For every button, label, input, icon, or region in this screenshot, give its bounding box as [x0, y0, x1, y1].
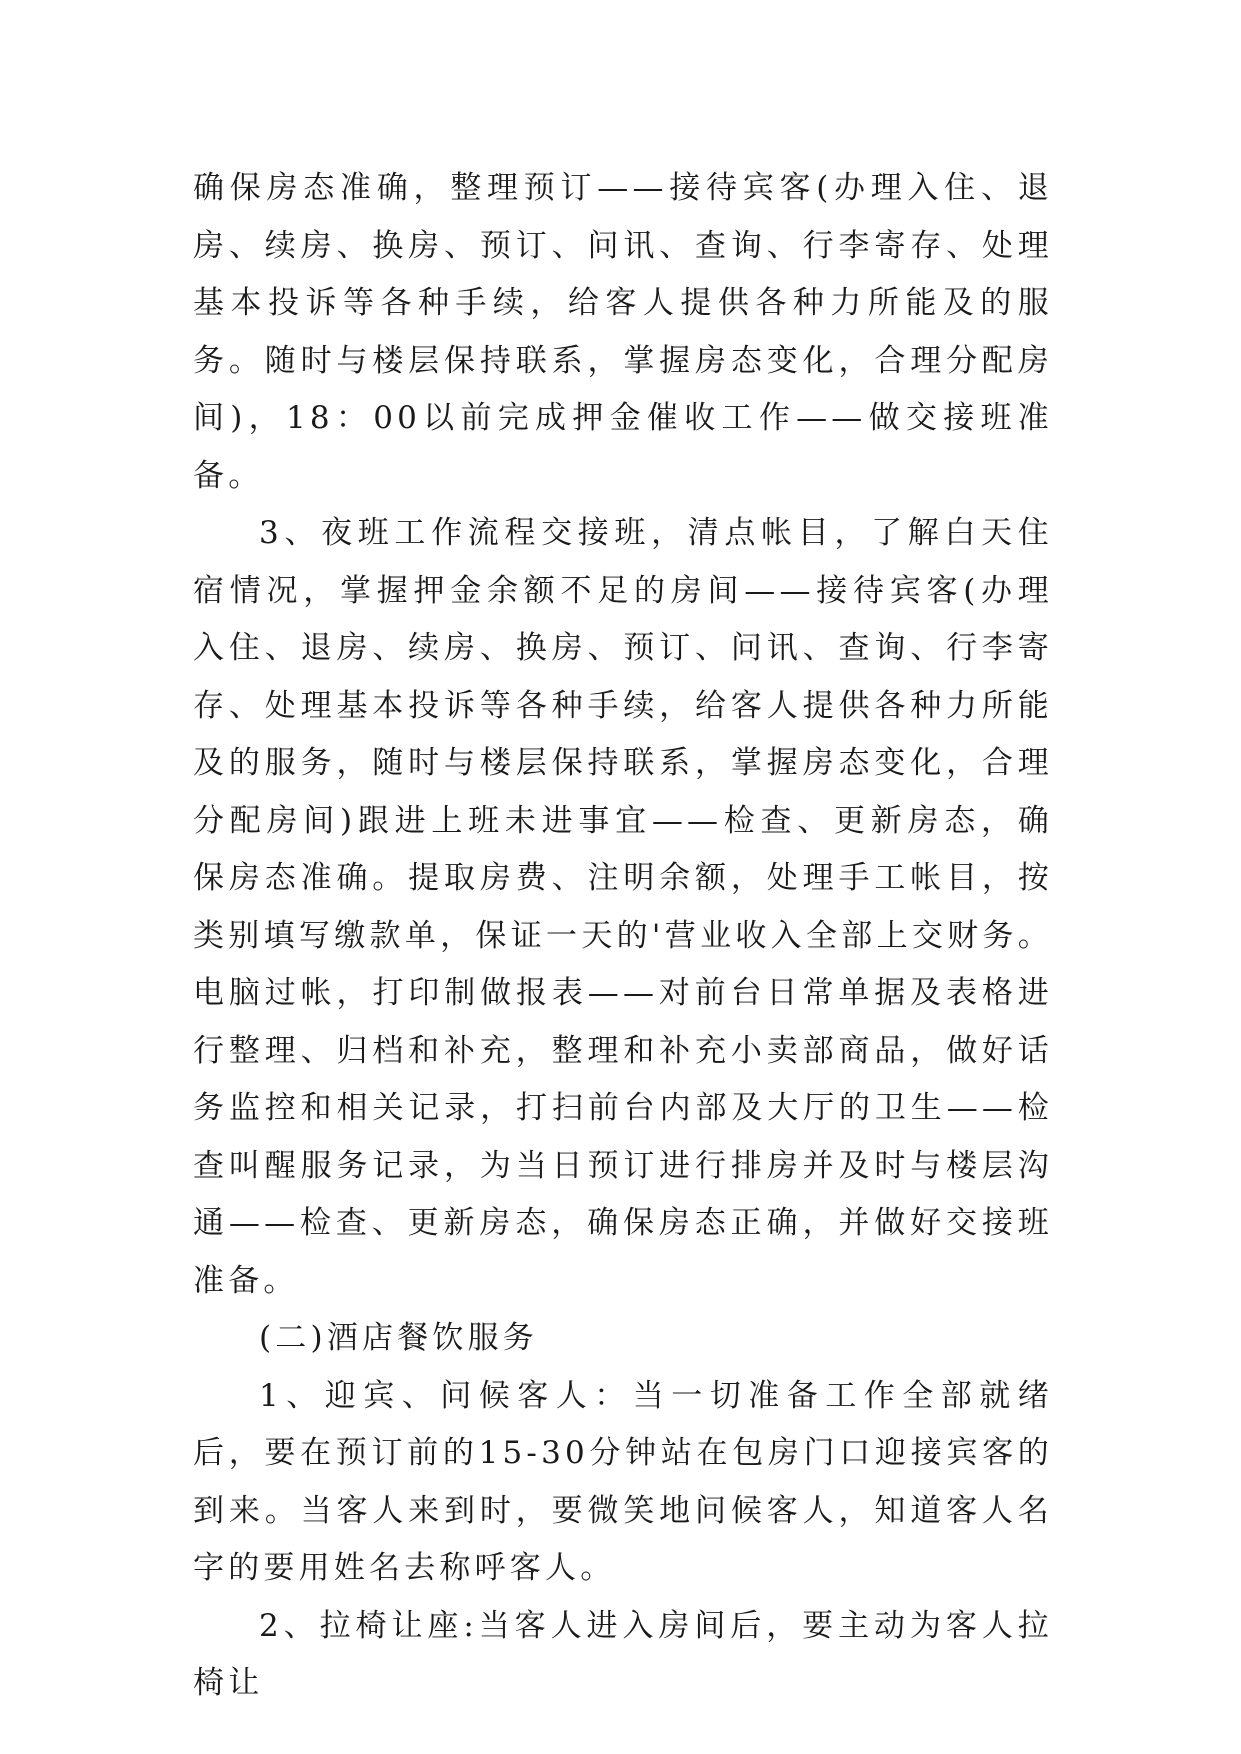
- paragraph-front-desk-day-shift: 确保房态准确，整理预订——接待宾客(办理入住、退房、续房、换房、预订、问讯、查询、行李寄存、处理基本投诉等各种手续，给客人提供各种力所能及的服务。随时与楼层保持联系，掌握房态变化，合理分配房间)，18：00以前完成押金催收工作——做交接班准备。: [193, 170, 1053, 494]
- paragraph-night-shift-workflow: 3、夜班工作流程交接班，清点帐目，了解白天住宿情况，掌握押金余额不足的房间——接待宾客(办理入住、退房、续房、换房、预订、问讯、查询、行李寄存、处理基本投诉等各种手续，给客人提供各种力所能及的服务，随时与楼层保持联系，掌握房态变化，合理分配房间)跟进上班未进事宜——检查、更新房态，确保房态准确。提取房费、注明余额，处理手工帐目，按类别填写缴款单，保证一天的'营业收入全部上交财务。电脑过帐，打印制做报表——对前台日常单据及表格进行整理、归档和补充，整理和补充小卖部商品，做好话务监控和相关记录，打扫前台内部及大厅的卫生——检查叫醒服务记录，为当日预订进行排房并及时与楼层沟通——检查、更新房态，确保房态正确，并做好交接班准备。: [193, 515, 1053, 1299]
- document-body: [193, 160, 1053, 1713]
- paragraph-greeting-guests: 1、迎宾、问候客人：当一切准备工作全部就绪后，要在预订前的15-30分钟站在包房门口迎接宾客的到来。当客人来到时，要微笑地问候客人，知道客人名字的要用姓名去称呼客人。: [193, 1377, 1053, 1586]
- paragraph-seating-guests: 2、拉椅让座:当客人进入房间后，要主动为客人拉椅让: [193, 1607, 1053, 1701]
- section-heading-dining-service: (二)酒店餐饮服务: [259, 1320, 538, 1356]
